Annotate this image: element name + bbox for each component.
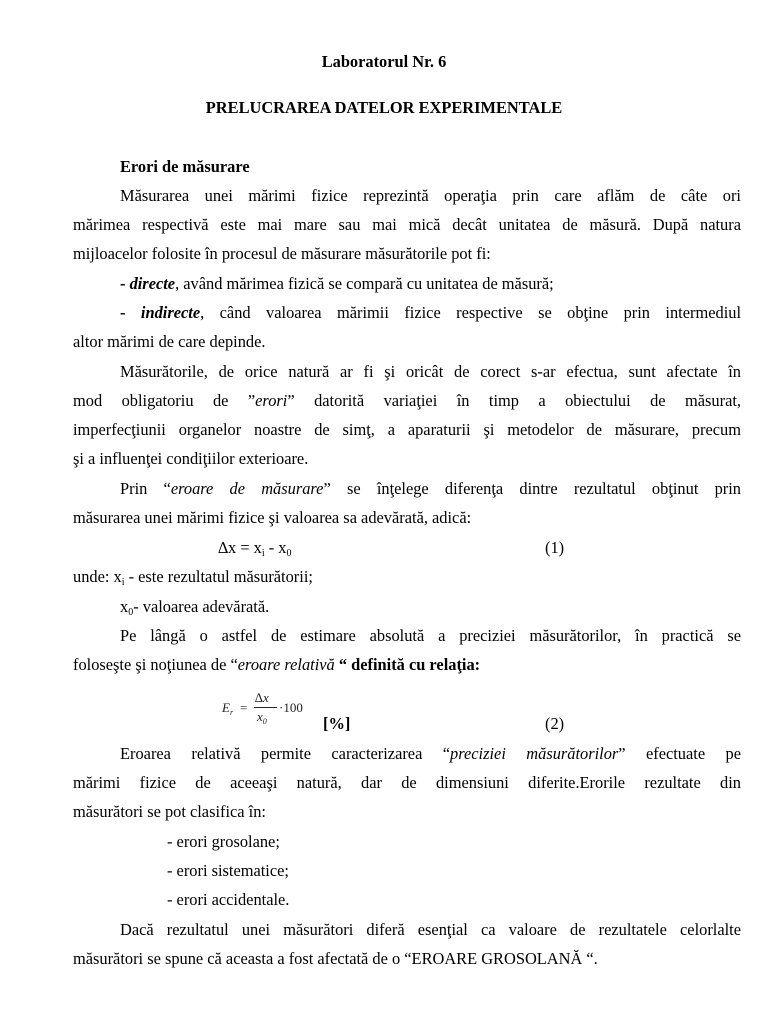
paragraph-line: şi a influenţei condiţiilor exterioare. — [73, 449, 309, 468]
text: Prin “ — [120, 479, 171, 498]
fraction-bar — [254, 707, 277, 708]
term-indirecte: indirecte — [140, 303, 201, 322]
formula-numerator: ∆x — [255, 690, 269, 705]
def-text: - valoarea adevărată. — [133, 597, 270, 616]
formula-er: $E_r$ — [222, 700, 234, 717]
subscript: i — [121, 577, 125, 588]
paragraph-line — [120, 744, 741, 764]
equation-2-formula — [222, 690, 322, 726]
text: ” se înţelege diferenţa dintre rezultatul obţinut prin — [323, 479, 742, 498]
paragraph-line: măsurători se spune că aceasta a fost afectată de o “EROARE GROSOLANĂ “. — [73, 949, 598, 968]
paragraph-line: Pe lângă o astfel de estimare absolută a preciziei măsurătorilor, în practică se — [120, 626, 741, 645]
equation-2-number: (2) — [545, 714, 565, 733]
text: , având mărimea fizică se compară cu unitatea de măsură; — [175, 274, 554, 293]
def-text: unde: x — [73, 567, 122, 586]
paragraph-line: Măsurarea unei mărimi fizice reprezintă operaţia prin care aflăm de câte ori — [120, 186, 741, 205]
paragraph-line: altor mărimi de care depinde. — [73, 332, 266, 351]
paragraph-line: mărimi fizice de aceeaşi natură, dar de dimensiuni diferite.Erorile rezultate din — [73, 773, 741, 792]
main-title: PRELUCRAREA DATELOR EXPERIMENTALE — [205, 98, 563, 117]
paragraph-line: mijloacelor folosite în procesul de măsurare măsurătorile pot fi: — [73, 244, 491, 263]
paragraph-line — [73, 391, 741, 411]
term-directe: directe — [129, 274, 176, 293]
text: foloseşte şi noţiunea de “ — [73, 655, 238, 674]
dash: - — [120, 274, 130, 293]
term-eroare-relativa: eroare relativă — [237, 655, 335, 674]
list-item: - erori accidentale. — [167, 890, 290, 909]
paragraph-line: măsurători se pot clasifica în: — [73, 802, 266, 821]
formula-times-100: ·100 — [279, 700, 303, 715]
paragraph-line: imperfecţiunii organelor noastre de simţ, a aparaturii şi metodelor de măsurare, precum — [73, 420, 741, 439]
text: Eroarea relativă permite caracterizarea “ — [120, 744, 451, 763]
definition-x0 — [120, 597, 269, 617]
formula-denominator: $x_0$ — [257, 709, 267, 726]
list-item: - erori grosolane; — [167, 832, 280, 851]
paragraph-line — [73, 655, 480, 675]
list-item: - erori sistematice; — [167, 861, 289, 880]
text: , când valoarea mărimii fizice respective se obţine prin intermediul — [200, 303, 741, 322]
section-heading: Erori de măsurare — [120, 157, 250, 176]
equation-1 — [218, 538, 292, 558]
paragraph-line: Dacă rezultatul unei măsurători diferă esenţial ca valoare de rezultatele celorlalte — [120, 920, 741, 939]
term-eroare-de-masurare: eroare de măsurare — [170, 479, 324, 498]
equation-1-number: (1) — [545, 538, 565, 557]
text: mod obligatoriu de ” — [73, 391, 256, 410]
def-text: - este rezultatul măsurătorii; — [124, 567, 313, 586]
subscript: i — [261, 548, 265, 559]
paragraph-line: mărimea respectivă este mai mare sau mai mică decât unitatea de măsură. După natura — [73, 215, 741, 234]
paragraph-line: Măsurătorile, de orice natură ar fi şi oricât de corect s-ar efectua, sunt afectate în — [120, 362, 741, 381]
formula-equals: = — [240, 700, 248, 715]
dash: - — [120, 303, 141, 322]
eq-text: ∆x = x — [218, 538, 262, 557]
paragraph-line: măsurarea unei mărimi fizice şi valoarea sa adevărată, adică: — [73, 508, 472, 527]
subscript: 0 — [286, 548, 292, 559]
subscript: 0 — [128, 607, 134, 618]
term-erori: erori — [255, 391, 288, 410]
text: ” datorită variaţiei în timp a obiectului de măsurat, — [287, 391, 742, 410]
paragraph-line — [120, 479, 741, 499]
text: ” efectuate pe — [618, 744, 741, 763]
definition-xi — [73, 567, 313, 587]
term-preciziei: preciziei măsurătorilor — [450, 744, 619, 763]
equation-2-unit: [%] — [323, 714, 351, 733]
def-text: x — [120, 597, 129, 616]
list-item-direct — [120, 274, 554, 294]
text: “ definită cu relaţia: — [334, 655, 481, 674]
lab-title: Laboratorul Nr. 6 — [321, 52, 447, 71]
list-item-indirect — [120, 303, 741, 323]
eq-text: - x — [264, 538, 287, 557]
